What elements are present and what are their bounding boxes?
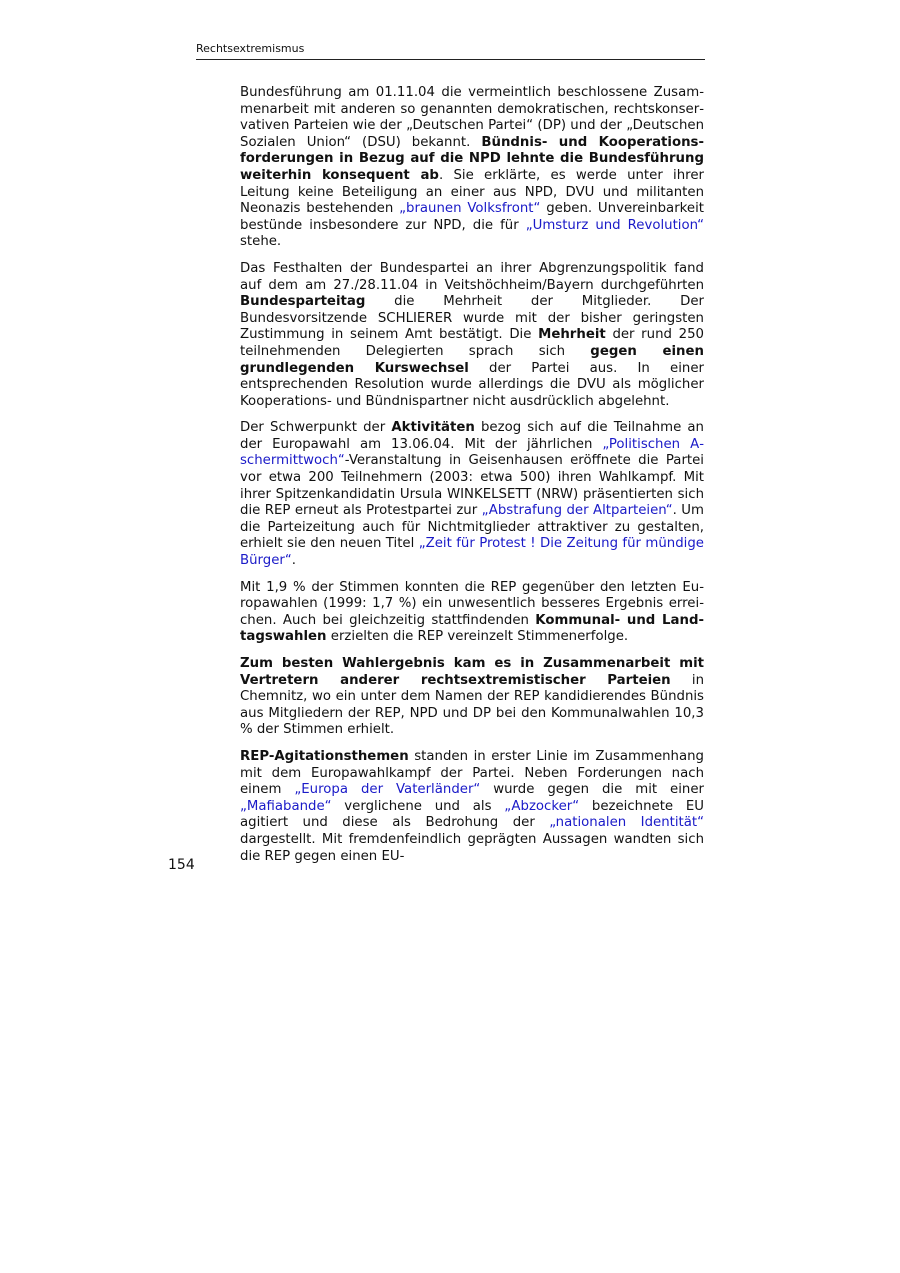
text-run: wurde gegen die mit einer: [480, 782, 704, 798]
quoted-term-link: „Umsturz und Revolution“: [525, 217, 704, 233]
text-run: verglichene und als: [331, 798, 505, 814]
page-number: 154: [168, 857, 195, 873]
text-run: bezog sich auf die Teilnahme an der Europawahl am 13.06.04. Mit der jährlichen: [240, 420, 704, 452]
body-text-column: [240, 85, 704, 875]
text-run: Das Festhalten der Bundespartei an ihrer Abgrenzungspolitik fand auf dem am 27./28.11.04 in Veitshöchheim/Bayern durchgeführten: [240, 260, 704, 293]
text-run: Der Schwerpunkt der: [240, 420, 392, 436]
body-paragraph: [240, 656, 704, 739]
bold-emphasis: Kommunal- und Landtagswahlen: [240, 612, 704, 645]
text-run: geben. Unvereinbarkeit bestünde insbesondere zur NPD, die für: [240, 201, 704, 233]
quoted-term-link: „Abzocker“: [504, 798, 580, 814]
bold-emphasis: Aktivitäten: [391, 420, 475, 436]
quoted-term-link: „Zeit für Protest ! Die Zeitung für mündige Bürger“: [240, 536, 704, 569]
text-run: . Um die Parteizeitung auch für Nichtmitglieder attraktiver zu gestalten, erhielt sie den neuen Titel: [240, 503, 704, 552]
bold-emphasis: REP-Agitationsthemen: [240, 748, 409, 764]
quoted-term-link: „Abstrafung der Altparteien“: [481, 503, 673, 519]
running-header-title: Rechtsextremismus: [196, 42, 305, 55]
quoted-term-link: „Politischen Aschermittwoch“: [240, 436, 704, 469]
body-paragraph: [240, 749, 704, 865]
text-run: standen in erster Linie im Zusammenhang mit dem Europawahlkampf der Partei. Neben Forderungen nach einem: [240, 748, 704, 798]
text-run: der Partei aus. In einer entsprechenden Resolution wurde allerdings die DVU als möglicher Kooperations- und Bündnispartner nicht ausdrücklich abgelehnt.: [240, 360, 704, 409]
bold-emphasis: gegen einen grundlegenden Kurswechsel: [240, 343, 704, 376]
bold-emphasis: Bundesparteitag: [240, 294, 366, 310]
text-run: die Mehrheit der Mitglieder. Der Bundesvorsitzende SCHLIERER wurde mit der bisher geringsten Zustimmung in seinem Amt bestätigt. Die: [240, 294, 704, 343]
running-header: [196, 42, 705, 60]
body-paragraph: [240, 420, 704, 569]
text-run: stehe.: [240, 234, 282, 250]
text-run: dargestellt. Mit fremdenfeindlich geprägten Aussagen wandten sich die REP gegen einen EU-: [240, 831, 704, 864]
bold-emphasis: Mehrheit: [538, 327, 606, 343]
quoted-term-link: „Mafiabande“: [240, 798, 332, 814]
bold-emphasis: Bündnis- und Kooperationsforderungen in Bezug auf die NPD lehnte die Bundesführung weiterhin konsequent ab: [240, 134, 705, 183]
text-run: Bundesführung am 01.11.04 die vermeintlich beschlossene Zusammenarbeit mit anderen so genannten demokratischen, rechtskonservativen Parteien wie der „Deutschen Partei“ (DP) und der „Deutschen Sozialen Union“ (DSU) bekannt.: [240, 85, 704, 150]
text-run: Mit 1,9 % der Stimmen konnten die REP gegenüber den letzten Europawahlen (1999: 1,7 %) ein unwesentlich besseres Ergebnis erreichen. Auch bei gleichzeitig stattfindenden: [240, 579, 704, 628]
body-paragraph: [240, 261, 704, 410]
quoted-term-link: „braunen Volksfront“: [399, 201, 541, 217]
body-paragraph: [240, 85, 704, 251]
quoted-term-link: „nationalen Identität“: [549, 815, 704, 831]
text-run: erzielten die REP vereinzelt Stimmenerfolge.: [326, 629, 629, 645]
bold-emphasis: Zum besten Wahlergebnis kam es in Zusammenarbeit mit Vertretern anderer rechtsextremistischer Parteien: [240, 656, 704, 688]
text-run: . Sie erklärte, es werde unter ihrer Leitung keine Beteiligung an einer aus NPD, DVU und militanten Neonazis bestehenden: [240, 167, 704, 217]
quoted-term-link: „Europa der Vaterländer“: [294, 782, 481, 798]
text-run: .: [291, 553, 296, 569]
text-run: -Veranstaltung in Geisenhausen eröffnete die Partei vor etwa 200 Teilnehmern (2003: etwa 500) ihren Wahlkampf. Mit ihrer Spitzenkandidatin Ursula WINKELSETT (NRW) präsentierten sich die REP erneut als Protestpartei zur: [240, 453, 704, 519]
body-paragraph: [240, 580, 704, 646]
text-run: der rund 250 teilnehmenden Delegierten sprach sich: [240, 327, 704, 359]
text-run: bezeichnete EU agitiert und diese als Bedrohung der: [240, 798, 704, 831]
text-run: in Chemnitz, wo ein unter dem Namen der REP kandidierendes Bündnis aus Mitgliedern der REP, NPD und DP bei den Kommunalwahlen 10,3 % der Stimmen erhielt.: [240, 672, 704, 738]
